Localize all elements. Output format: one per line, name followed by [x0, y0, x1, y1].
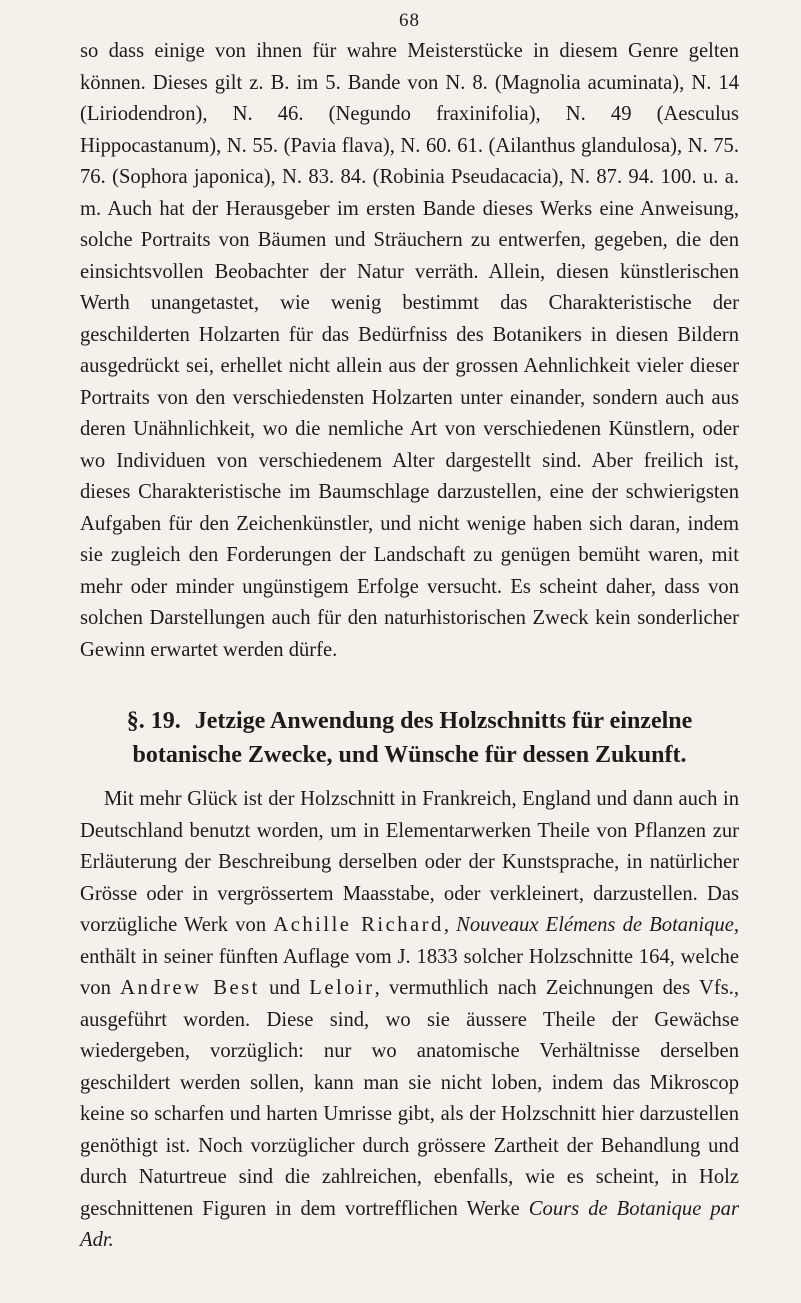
engraver-name: Andrew Best: [120, 977, 260, 999]
paragraph-continued: so dass einige von ihnen für wahre Meisterstücke in diesem Genre gelten können. Dieses gilt z. B. im 5. Bande von N. 8. (Magnolia acuminata), N. 14 (Liriodendron), N. 46. (Negundo fraxinifolia), N. 49 (Aesculus Hippocastanum), N. 55. (Pavia flava), N. 60. 61. (Ailanthus glandulosa), N. 75. 76. (Sophora japonica), N. 83. 84. (Robinia Pseudacacia), N. 87. 94. 100. u. a. m. Auch hat der Herausgeber im ersten Bande dieses Werks eine Anweisung, solche Portraits von Bäumen und Sträuchern zu entwerfen, gegeben, die den einsichtsvollen Beobachter der Natur verräth. Allein, diesen künstlerischen Werth unangetastet, wie wenig bestimmt das Charakteristische der geschilderten Holzarten für das Bedürfniss des Botanikers in diesen Bildern ausgedrückt sei, erhellet nicht allein aus der grossen Aehnlichkeit vieler dieser Portraits von den verschiedensten Holzarten unter einander, sondern auch aus deren Unähnlichkeit, wo die nemliche Art von verschiedenen Künstlern, oder wo Individuen von verschiedenem Alter dargestellt sind. Aber freilich ist, dieses Charakteristische im Baumschlage darzustellen, eine der schwierigsten Aufgaben für den Zeichenkünstler, und nicht wenige haben sich daran, indem sie zugleich den Forderungen der Landschaft zu genügen bemüht waren, mit mehr oder minder ungünstigem Erfolge versucht. Es scheint daher, dass von solchen Darstellungen auch für den naturhistorischen Zweck kein sonderlicher Gewinn erwartet werden dürfe.: [80, 40, 739, 661]
book-title: Nouveaux Elémens de Botanique: [456, 914, 734, 936]
engraver-name: Leloir: [309, 977, 375, 999]
book-title: Cours de Botanique par Adr.: [80, 1197, 739, 1251]
author-name: Achille Richard: [273, 914, 444, 936]
page-number: 68: [399, 10, 420, 31]
section-heading: [80, 704, 739, 772]
paragraph-text: ,: [443, 914, 457, 936]
paragraph-text: Mit mehr Glück ist der Holzschnitt in Frankreich, England und dann auch in Deutschland benutzt worden, um in Elementarwerken Theile von Pflanzen zur Erläuterung der Beschreibung derselben oder der Kunstsprache, in natürlicher Grösse oder in vergrössertem Maasstabe, oder verkleinert, darzustellen. Das vorzügliche Werk von: [80, 788, 739, 936]
paragraph-text: und: [259, 977, 310, 999]
section-number: §. 19.: [126, 708, 181, 734]
paragraph-text: , enthält in seiner fünften Auflage vom J. 1833 solcher Holzschnitte 164, welche von: [80, 914, 740, 999]
paragraph-text: , vermuthlich nach Zeichnungen des Vfs., ausgeführt worden. Diese sind, wo sie äussere Theile der Gewächse wiedergeben, vorzüglich: nur wo anatomische Verhältnisse derselben geschildert werden sollen, kann man sie nicht loben, indem das Mikroscop keine so scharfen und harten Umrisse gibt, als der Holzschnitt hier darzustellen genöthigt ist. Noch vorzüglicher durch grössere Zartheit der Behandlung und durch Naturtreue sind die zahlreichen, ebenfalls, wie es scheint, in Holz geschnittenen Figuren in dem vortrefflichen Werke: [80, 977, 740, 1220]
paragraph-section-19: [80, 784, 739, 1257]
section-title: Jetzige Anwendung des Holzschnitts für einzelne botanische Zwecke, und Wünsche für dessen Zukunft.: [132, 708, 693, 768]
